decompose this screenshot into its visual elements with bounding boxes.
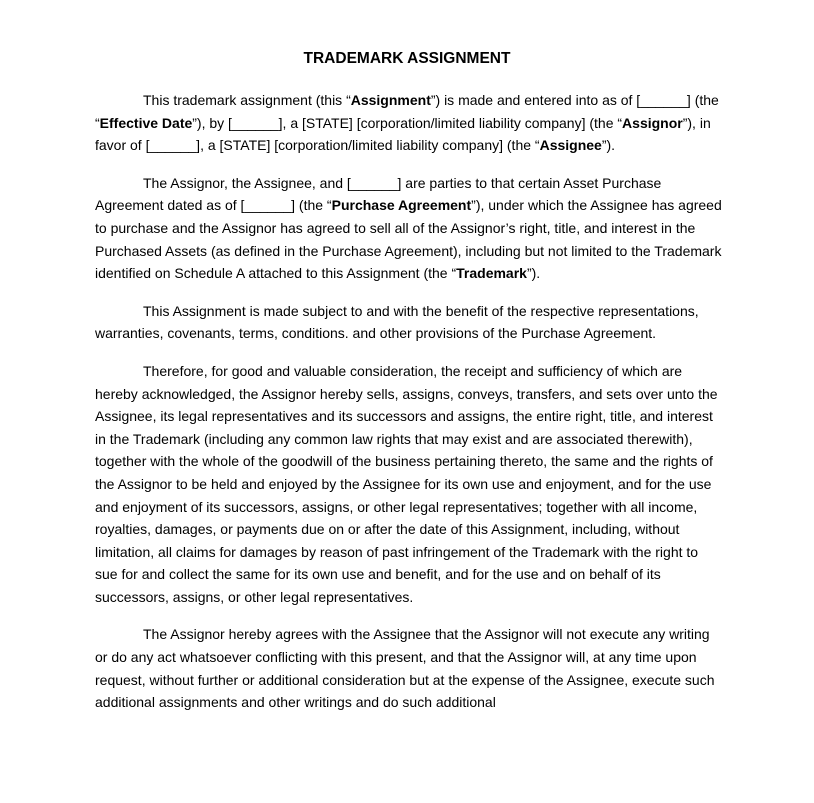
defined-term: Assignee [539, 137, 602, 154]
paragraph-further-assurances [95, 623, 723, 713]
paragraph-text: The Assignor, the Assignee, and [______] are parties to that certain Asset Purchase Agreement dated as of [______] (the “ [95, 174, 662, 214]
paragraph-text: ”). [526, 265, 541, 282]
paragraph-text: The Assignor hereby agrees with the Assignee that the Assignor will not execute any writing or do any act whatsoever conflicting with this present, and that the Assignor will, at any time upon request, without further or additional consideration but at the expense of the Assignee, execute such additional assignments and other writings and do such additional [95, 626, 715, 711]
defined-term: Assignment [350, 92, 431, 108]
paragraph-effective-date [95, 89, 723, 157]
defined-term: Effective Date [99, 114, 193, 131]
paragraph-text: ”), under which the Assignee has agreed to purchase and the Assignor has agreed to sell all of the Assignor’s right, title, and interest in the Purchased Assets (as defined in the Purchase Agreement), including but not limited to the Trademark identified on Schedule A attached to this Assignment (the “ [95, 197, 722, 282]
paragraph-text: Therefore, for good and valuable consideration, the receipt and sufficiency of which are hereby acknowledged, the Assignor hereby sells, assigns, conveys, transfers, and sets over unto the Assignee, its legal representatives and its successors and assigns, the entire right, title, and interest in the Trademark (including any common law rights that may exist and are associated therewith), together with the whole of the goodwill of the business pertaining thereto, the same and the rights of the Assignor to be held and enjoyed by the Assignee for its own use and enjoyment, and for the use and enjoyment of its successors, assigns, or other legal representatives; together with all income, royalties, damages, or payments due on or after the date of this Assignment, including, without limitation, all claims for damages by reason of past infringement of the Trademark with the right to sue for and collect the same for its own use and benefit, and for the use and on behalf of its successors, assigns, or other legal representatives. [95, 362, 718, 605]
defined-term: Purchase Agreement [331, 197, 472, 214]
paragraph-subject-to [95, 300, 723, 345]
paragraph-text: ”). [601, 137, 616, 154]
paragraph-text: ”) is made and entered into as of [______] (the “ [95, 92, 719, 131]
paragraph-text: This Assignment is made subject to and with the benefit of the respective representations, warranties, covenants, terms, conditions. and other provisions of the Purchase Agreement. [95, 302, 699, 342]
paragraph-purchase-agreement [95, 172, 723, 285]
document-title: TRADEMARK ASSIGNMENT [303, 50, 511, 67]
paragraph-text: ”), in favor of [______], a [STATE] [corporation/limited liability company] (the “ [95, 114, 711, 154]
document-body [95, 89, 723, 729]
defined-term: Assignor [622, 114, 683, 131]
paragraph-text: ”), by [______], a [STATE] [corporation/limited liability company] (the “ [192, 114, 623, 131]
paragraph-text: This trademark assignment (this “ [143, 92, 351, 108]
defined-term: Trademark [456, 265, 527, 282]
paragraph-assignment-grant [95, 360, 723, 609]
